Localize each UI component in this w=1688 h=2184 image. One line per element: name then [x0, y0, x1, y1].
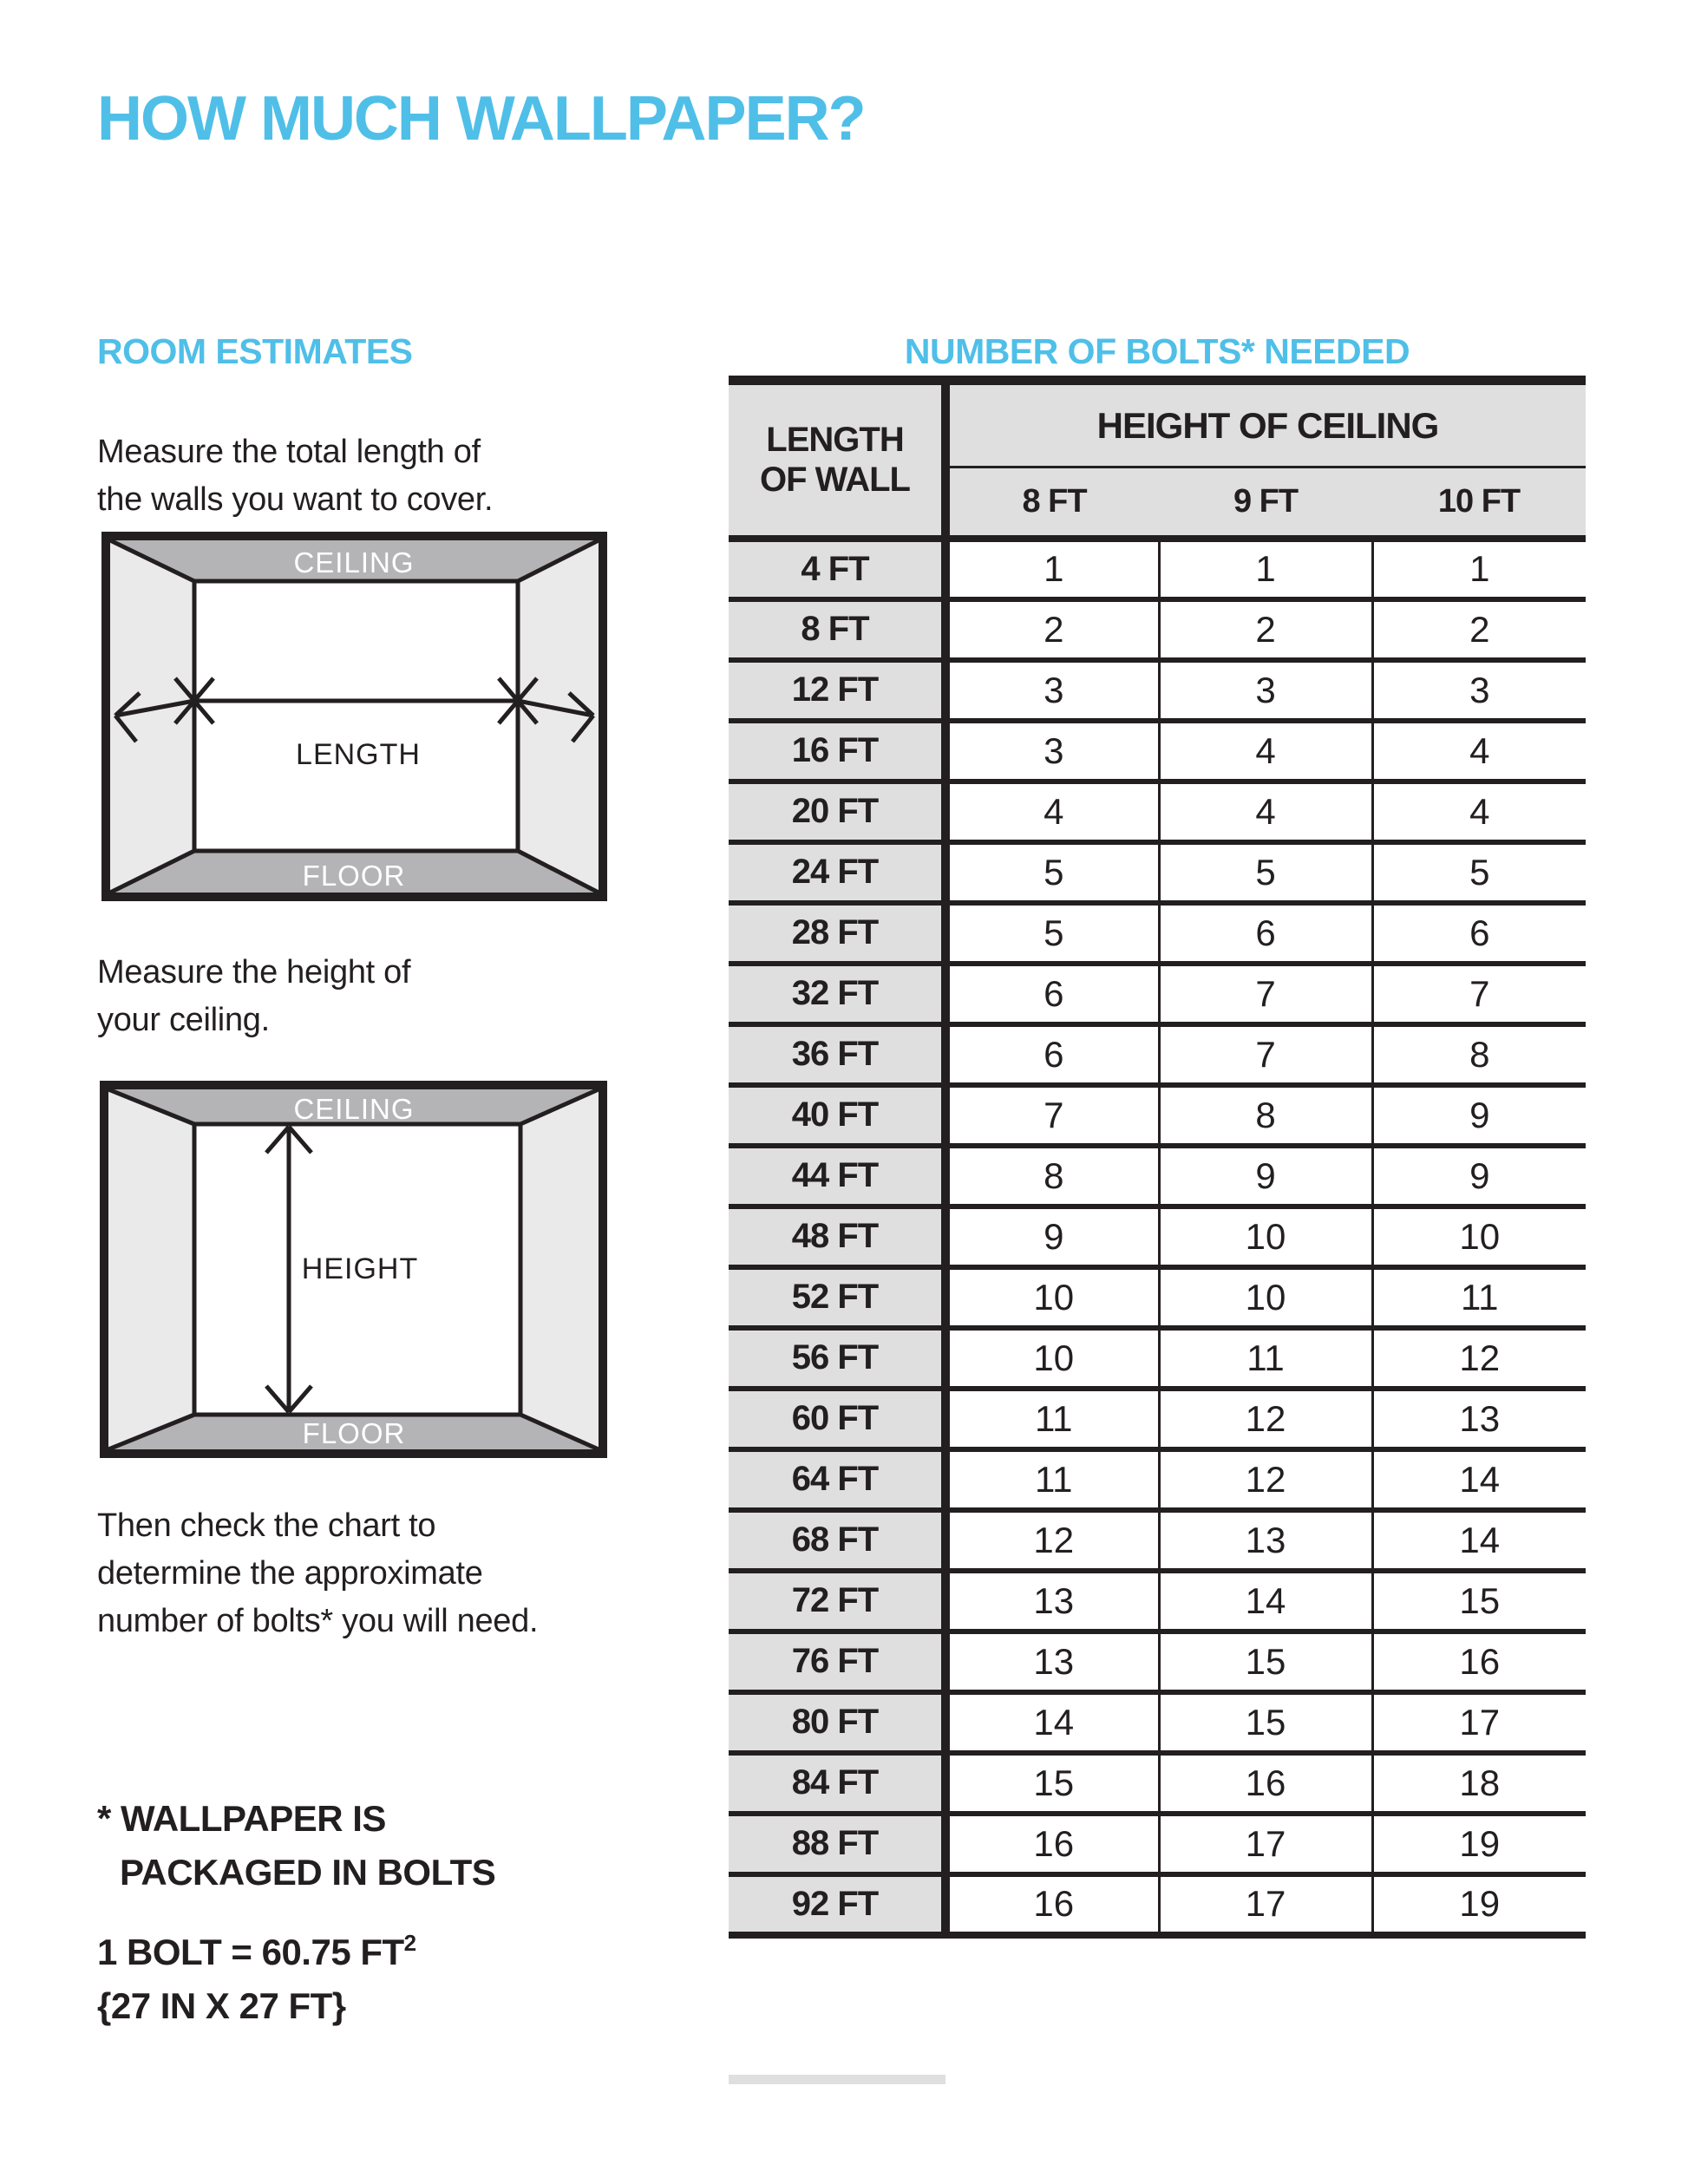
bolt-count-cell: 10	[1372, 1206, 1586, 1267]
height-of-ceiling-header: HEIGHT OF CEILING	[945, 381, 1586, 468]
bolt-size-info	[97, 1926, 416, 2033]
paragraph-line: determine the approximate	[97, 1555, 483, 1592]
wall-length-cell: 32 FT	[729, 964, 945, 1024]
bolt-count-cell: 19	[1372, 1874, 1586, 1935]
table-row	[729, 1874, 1586, 1935]
bolt-count-cell: 16	[945, 1874, 1159, 1935]
bolt-count-cell: 8	[1159, 1085, 1372, 1146]
bolt-count-cell: 11	[945, 1449, 1159, 1510]
bolt-count-cell: 4	[1159, 721, 1372, 781]
table-row	[729, 1510, 1586, 1571]
height-label: HEIGHT	[301, 1252, 419, 1285]
wall-length-cell: 84 FT	[729, 1753, 945, 1814]
table-row	[729, 964, 1586, 1024]
bolt-count-cell: 11	[945, 1389, 1159, 1449]
bolt-count-cell: 2	[945, 599, 1159, 660]
table-header	[729, 381, 1586, 539]
bolt-count-cell: 13	[945, 1631, 1159, 1692]
bolt-count-cell: 14	[1372, 1510, 1586, 1571]
check-chart-paragraph	[97, 1502, 538, 1645]
bolt-count-cell: 15	[1159, 1692, 1372, 1753]
table-row	[729, 660, 1586, 721]
bolt-count-cell: 9	[1372, 1085, 1586, 1146]
ceiling-label: CEILING	[293, 546, 415, 579]
bolt-count-cell: 17	[1372, 1692, 1586, 1753]
bolt-count-cell: 12	[1372, 1328, 1586, 1389]
measure-height-paragraph	[97, 949, 410, 1044]
bolt-count-cell: 10	[945, 1267, 1159, 1328]
paragraph-line: Measure the height of	[97, 954, 411, 991]
bolt-count-cell: 4	[945, 781, 1159, 842]
table-row	[729, 1692, 1586, 1753]
bolt-count-cell: 10	[945, 1328, 1159, 1389]
wall-length-cell: 92 FT	[729, 1874, 945, 1935]
bolt-count-cell: 11	[1159, 1328, 1372, 1389]
bolt-count-cell: 1	[945, 539, 1159, 599]
bolt-count-cell: 5	[945, 903, 1159, 964]
note-line: * WALLPAPER IS	[97, 1798, 386, 1839]
wall-length-cell: 36 FT	[729, 1024, 945, 1085]
wall-length-cell: 64 FT	[729, 1449, 945, 1510]
table-row	[729, 781, 1586, 842]
bolt-count-cell: 14	[1372, 1449, 1586, 1510]
bolt-count-cell: 9	[945, 1206, 1159, 1267]
wall-length-cell: 60 FT	[729, 1389, 945, 1449]
bolt-count-cell: 5	[945, 842, 1159, 903]
bolt-count-cell: 16	[1372, 1631, 1586, 1692]
bolt-count-cell: 12	[1159, 1449, 1372, 1510]
table-row	[729, 1328, 1586, 1389]
paragraph-line: the walls you want to cover.	[97, 481, 494, 518]
bolt-count-cell: 10	[1159, 1267, 1372, 1328]
wallpaper-bolts-note	[97, 1792, 495, 1900]
bolt-count-cell: 13	[1159, 1510, 1372, 1571]
bolt-count-cell: 18	[1372, 1753, 1586, 1814]
table-row	[729, 1449, 1586, 1510]
bolt-count-cell: 15	[1372, 1571, 1586, 1631]
wall-length-cell: 80 FT	[729, 1692, 945, 1753]
bolt-count-cell: 12	[945, 1510, 1159, 1571]
right-wall-surface	[520, 1089, 599, 1449]
wall-length-cell: 44 FT	[729, 1146, 945, 1206]
table-row	[729, 1753, 1586, 1814]
bolt-count-cell: 7	[1372, 964, 1586, 1024]
floor-label: FLOOR	[302, 860, 406, 892]
table-row	[729, 1267, 1586, 1328]
note-line: PACKAGED IN BOLTS	[120, 1852, 496, 1893]
bolt-count-cell: 17	[1159, 1874, 1372, 1935]
table-row	[729, 1206, 1586, 1267]
table-bottom-stub	[729, 2075, 945, 2084]
bolt-count-cell: 6	[945, 1024, 1159, 1085]
table-row	[729, 1814, 1586, 1874]
wall-length-cell: 52 FT	[729, 1267, 945, 1328]
bolt-count-cell: 7	[1159, 1024, 1372, 1085]
wall-length-cell: 12 FT	[729, 660, 945, 721]
paragraph-line: Then check the chart to	[97, 1507, 436, 1544]
bolt-count-cell: 2	[1159, 599, 1372, 660]
bolt-count-cell: 7	[945, 1085, 1159, 1146]
bolt-count-cell: 5	[1372, 842, 1586, 903]
room-estimates-heading: ROOM ESTIMATES	[97, 331, 413, 371]
bolt-count-cell: 14	[1159, 1571, 1372, 1631]
floor-label: FLOOR	[302, 1417, 406, 1449]
bolt-count-cell: 3	[1372, 660, 1586, 721]
column-header-8ft: 8 FT	[945, 468, 1159, 539]
bolt-count-cell: 8	[945, 1146, 1159, 1206]
length-of-wall-header	[729, 381, 945, 539]
table-row	[729, 721, 1586, 781]
length-of-wall-line: OF WALL	[760, 461, 910, 500]
table-row	[729, 599, 1586, 660]
bolt-count-cell: 16	[1159, 1753, 1372, 1814]
bolt-count-cell: 7	[1159, 964, 1372, 1024]
page-title: HOW MUCH WALLPAPER?	[97, 84, 865, 154]
column-header-9ft: 9 FT	[1159, 468, 1372, 539]
paragraph-line: Measure the total length of	[97, 434, 481, 470]
bolt-dimensions: {27 IN X 27 FT}	[97, 1985, 346, 2026]
bolt-count-cell: 4	[1159, 781, 1372, 842]
length-label: LENGTH	[296, 738, 421, 771]
table-row	[729, 903, 1586, 964]
wall-length-cell: 72 FT	[729, 1571, 945, 1631]
bolt-table-body	[729, 539, 1586, 1935]
wall-length-cell: 16 FT	[729, 721, 945, 781]
bolt-equation: 1 BOLT = 60.75 $FT^2$	[97, 1930, 416, 1972]
back-wall	[194, 581, 518, 851]
ceiling-label: CEILING	[293, 1093, 415, 1125]
room-height-diagram	[100, 1081, 607, 1458]
squared-superscript: 2	[403, 1930, 416, 1956]
length-of-wall-line: LENGTH	[766, 421, 904, 460]
wall-length-cell: 8 FT	[729, 599, 945, 660]
wall-length-cell: 76 FT	[729, 1631, 945, 1692]
table-row	[729, 1389, 1586, 1449]
bolt-count-cell: 6	[945, 964, 1159, 1024]
left-wall-surface	[108, 1089, 194, 1449]
wall-length-cell: 28 FT	[729, 903, 945, 964]
bolt-count-cell: 9	[1372, 1146, 1586, 1206]
bolt-count-cell: 15	[945, 1753, 1159, 1814]
wall-length-cell: 20 FT	[729, 781, 945, 842]
bolt-count-cell: 13	[1372, 1389, 1586, 1449]
bolt-count-cell: 6	[1159, 903, 1372, 964]
wall-length-cell: 4 FT	[729, 539, 945, 599]
bolt-count-cell: 2	[1372, 599, 1586, 660]
bolts-needed-heading: NUMBER OF BOLTS* NEEDED	[904, 331, 1410, 371]
bolt-count-cell: 3	[945, 660, 1159, 721]
bolt-count-cell: 16	[945, 1814, 1159, 1874]
bolt-count-cell: 3	[1159, 660, 1372, 721]
bolt-count-cell: 4	[1372, 721, 1586, 781]
wall-length-cell: 48 FT	[729, 1206, 945, 1267]
table-row	[729, 539, 1586, 599]
bolt-count-cell: 19	[1372, 1814, 1586, 1874]
bolt-count-cell: 4	[1372, 781, 1586, 842]
paragraph-line: number of bolts* you will need.	[97, 1603, 539, 1639]
bolt-count-cell: 3	[945, 721, 1159, 781]
bolt-count-cell: 10	[1159, 1206, 1372, 1267]
wall-length-cell: 24 FT	[729, 842, 945, 903]
bolt-count-cell: 12	[1159, 1389, 1372, 1449]
bolt-count-cell: 8	[1372, 1024, 1586, 1085]
bolt-count-cell: 17	[1159, 1814, 1372, 1874]
column-header-10ft: 10 FT	[1372, 468, 1586, 539]
bolts-needed-table	[729, 376, 1586, 1939]
bolt-count-cell: 11	[1372, 1267, 1586, 1328]
measure-length-paragraph	[97, 428, 493, 524]
paragraph-line: your ceiling.	[97, 1002, 270, 1038]
wall-length-cell: 68 FT	[729, 1510, 945, 1571]
table-row	[729, 1085, 1586, 1146]
group-header-row	[729, 381, 1586, 468]
bolt-count-cell: 1	[1372, 539, 1586, 599]
bolt-count-cell: 1	[1159, 539, 1372, 599]
table-row	[729, 1024, 1586, 1085]
bolt-count-cell: 9	[1159, 1146, 1372, 1206]
bolt-count-cell: 14	[945, 1692, 1159, 1753]
table-row	[729, 1571, 1586, 1631]
table-row	[729, 1146, 1586, 1206]
wall-length-cell: 56 FT	[729, 1328, 945, 1389]
wall-length-cell: 40 FT	[729, 1085, 945, 1146]
bolt-count-cell: 6	[1372, 903, 1586, 964]
room-length-diagram	[101, 532, 607, 901]
table-row	[729, 842, 1586, 903]
table-row	[729, 1631, 1586, 1692]
bolt-count-cell: 15	[1159, 1631, 1372, 1692]
bolt-count-cell: 13	[945, 1571, 1159, 1631]
wall-length-cell: 88 FT	[729, 1814, 945, 1874]
bolt-count-cell: 5	[1159, 842, 1372, 903]
